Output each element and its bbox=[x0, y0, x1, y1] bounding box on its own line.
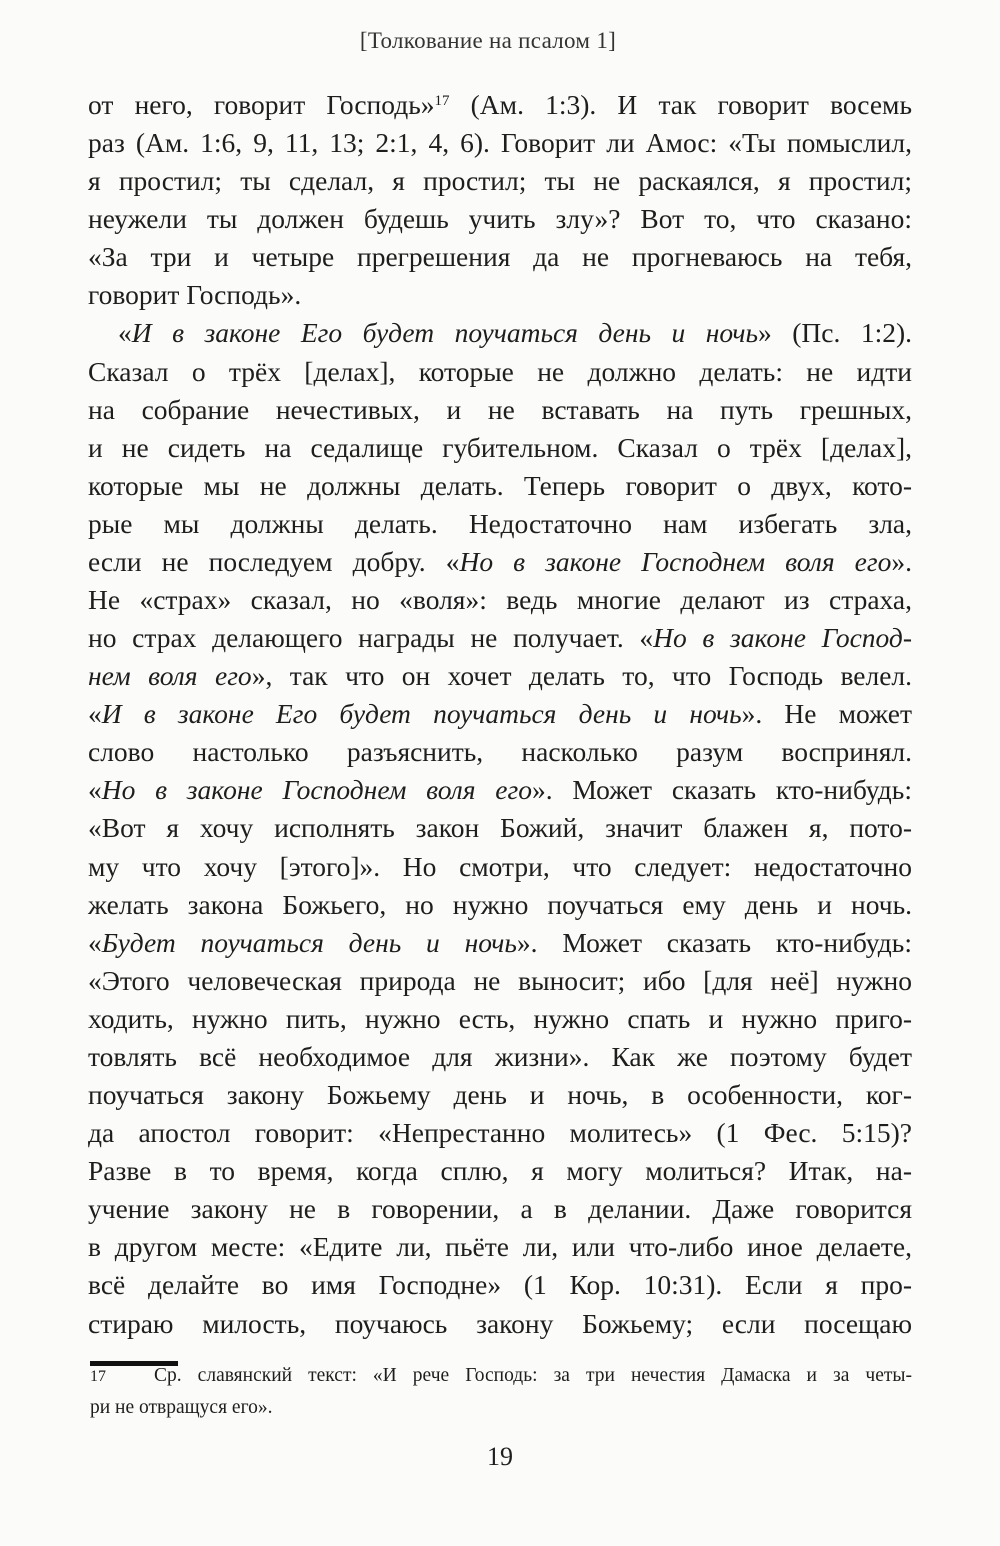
text-line bbox=[88, 353, 912, 391]
text-line bbox=[88, 467, 912, 505]
text-line bbox=[88, 505, 912, 543]
text-segment: слово настолько разъяснить, насколько разум воспринял. bbox=[88, 736, 912, 768]
text-segment: в другом месте: «Едите ли, пьёте ли, или что-либо иное делаете, bbox=[88, 1231, 912, 1263]
text-line bbox=[88, 429, 912, 467]
text-line bbox=[88, 619, 912, 657]
text-line bbox=[88, 695, 912, 733]
text-line bbox=[88, 1114, 912, 1152]
text-segment: » (Пс. 1:2). bbox=[758, 317, 912, 349]
text-segment: учение закону не в говорении, а в делании. Даже говорится bbox=[88, 1193, 912, 1225]
text-line bbox=[88, 1000, 912, 1038]
text-line bbox=[88, 962, 912, 1000]
text-segment: Не «страх» сказал, но «воля»: ведь многие делают из страха, bbox=[88, 584, 912, 616]
text-segment: « bbox=[88, 926, 102, 958]
text-line bbox=[88, 314, 912, 352]
text-segment: Разве в то время, когда сплю, я могу молиться? Итак, на- bbox=[88, 1155, 912, 1187]
text-segment: говорит Господь». bbox=[88, 279, 302, 311]
italic-quote: И в законе Его будет поучаться день и ночь bbox=[101, 698, 742, 730]
text-segment: но страх делающего награды не получает. « bbox=[88, 622, 654, 654]
text-segment: и не сидеть на седалище губительном. Сказал о трёх [делах], bbox=[88, 431, 912, 463]
text-segment: ». Может сказать кто-нибудь: bbox=[532, 774, 912, 806]
text-segment: ». Не может bbox=[741, 698, 912, 730]
text-line bbox=[88, 1152, 912, 1190]
footnote-number: 17 bbox=[90, 1368, 106, 1385]
text-line bbox=[88, 809, 912, 847]
text-segment: неужели ты должен будешь учить злу»? Вот то, что сказано: bbox=[88, 203, 912, 235]
text-segment: « bbox=[88, 698, 102, 730]
text-line bbox=[88, 1038, 912, 1076]
italic-quote: Будет поучаться день и ночь bbox=[101, 926, 517, 958]
italic-quote: И в законе Его будет поучаться день и ночь bbox=[131, 317, 759, 349]
text-line bbox=[88, 276, 912, 314]
text-segment: рые мы должны делать. Недостаточно нам избегать зла, bbox=[88, 507, 912, 539]
footnote-reference: 17 bbox=[434, 93, 450, 109]
text-line bbox=[88, 1305, 912, 1343]
running-header: [Толкование на псалом 1] bbox=[359, 28, 617, 53]
italic-quote: Но в законе Господнем воля его bbox=[101, 774, 532, 806]
text-segment: если не последуем добру. « bbox=[88, 545, 460, 577]
footnote-text-line1: Ср. славянский текст: «И рече Господь: за три нечестия Дамаска и за четы- bbox=[154, 1365, 912, 1386]
text-line bbox=[88, 733, 912, 771]
text-segment: ». bbox=[891, 545, 912, 577]
text-line bbox=[88, 924, 912, 962]
text-segment: Сказал о трёх [делах], которые не должно делать: не идти bbox=[88, 355, 912, 387]
text-line bbox=[88, 200, 912, 238]
text-line bbox=[88, 848, 912, 886]
text-line bbox=[88, 391, 912, 429]
text-segment: всё делайте во имя Господне» (1 Кор. 10:31). Если я про- bbox=[88, 1269, 912, 1301]
text-segment: на собрание нечестивых, и не вставать на путь грешных, bbox=[88, 393, 912, 425]
body-text bbox=[88, 86, 912, 1343]
text-segment: товлять всё необходимое для жизни». Как же поэтому будет bbox=[88, 1040, 912, 1072]
text-segment: я простил; ты сделал, я простил; ты не раскаялся, я простил; bbox=[88, 165, 912, 197]
text-line bbox=[88, 124, 912, 162]
text-segment: ». Может сказать кто-нибудь: bbox=[516, 926, 912, 958]
italic-quote: нем воля его bbox=[88, 660, 252, 692]
text-line bbox=[88, 1266, 912, 1304]
text-segment: «За три и четыре прегрешения да не прогневаюсь на тебя, bbox=[88, 241, 912, 273]
italic-quote: Но в законе Господ- bbox=[653, 622, 912, 654]
text-line bbox=[88, 581, 912, 619]
italic-quote: Но в законе Господнем воля его bbox=[459, 545, 892, 577]
text-segment: «Вот я хочу исполнять закон Божий, значит блажен я, пото- bbox=[88, 812, 912, 844]
page-number: 19 bbox=[487, 1442, 513, 1471]
text-segment: стираю милость, поучаюсь закону Божьему; если посещаю bbox=[88, 1307, 912, 1339]
text-line bbox=[88, 238, 912, 276]
text-line bbox=[88, 162, 912, 200]
text-line bbox=[88, 886, 912, 924]
text-segment: которые мы не должны делать. Теперь говорит о двух, кото- bbox=[88, 469, 912, 501]
text-segment: «Этого человеческая природа не выносит; ибо [для неё] нужно bbox=[88, 964, 912, 996]
footnote-continuation: ри не отвращуся его». bbox=[90, 1397, 273, 1418]
text-segment: « bbox=[88, 774, 102, 806]
text-segment: желать закона Божьего, но нужно поучаться ему день и ночь. bbox=[88, 888, 912, 920]
text-line bbox=[88, 1076, 912, 1114]
text-segment: от него, говорит Господь» bbox=[88, 89, 435, 120]
text-segment: ходить, нужно пить, нужно есть, нужно спать и нужно приго- bbox=[88, 1002, 912, 1034]
text-segment: поучаться закону Божьему день и ночь, в особенности, ког- bbox=[88, 1079, 912, 1111]
text-segment: раз (Ам. 1:6, 9, 11, 13; 2:1, 4, 6). Говорит ли Амос: «Ты помыслил, bbox=[88, 127, 912, 159]
text-segment: му что хочу [этого]». Но смотри, что следует: недостаточно bbox=[88, 850, 912, 882]
text-line bbox=[88, 86, 912, 124]
text-segment: да апостол говорит: «Непрестанно молитесь» (1 Фес. 5:15)? bbox=[88, 1117, 912, 1149]
footnote bbox=[90, 1360, 912, 1393]
text-line bbox=[88, 1190, 912, 1228]
text-segment: (Ам. 1:3). И так говорит восемь bbox=[449, 89, 912, 120]
text-segment: », так что он хочет делать то, что Господь велел. bbox=[251, 660, 913, 692]
text-line bbox=[88, 543, 912, 581]
text-line bbox=[88, 771, 912, 809]
text-line bbox=[88, 657, 912, 695]
text-line bbox=[88, 1228, 912, 1266]
text-segment: « bbox=[118, 317, 132, 349]
